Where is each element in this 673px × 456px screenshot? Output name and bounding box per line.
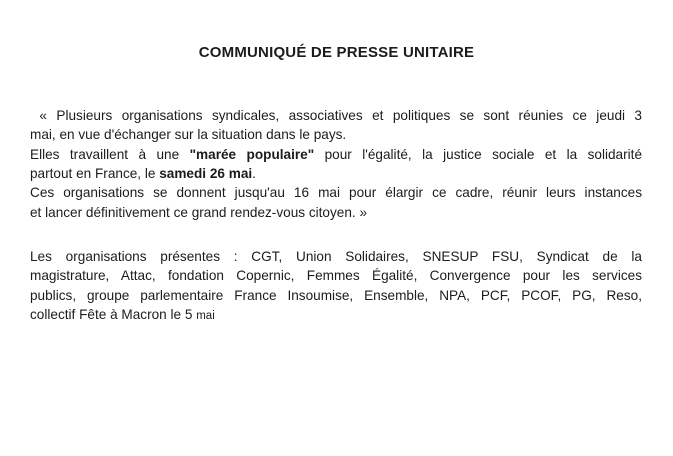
text-line [30, 125, 642, 144]
text-segment: Ces organisations se donnent jusqu'au 16 mai pour élargir ce cadre, réunir leurs instances [30, 185, 642, 201]
bold-text-segment: "marée populaire" [189, 146, 315, 162]
text-segment: collectif Fête à Macron le 5 [30, 306, 197, 322]
text-line [30, 183, 642, 202]
text-segment: partout en France, le [30, 165, 160, 181]
text-segment: pour l'égalité, la justice sociale et la solidarité [314, 146, 642, 162]
text-line [30, 266, 642, 285]
text-line [30, 247, 642, 266]
text-line [30, 286, 642, 305]
small-text-segment: mai [196, 309, 215, 322]
press-release-body [30, 106, 642, 222]
organizations-paragraph [30, 247, 642, 326]
text-segment: magistrature, Attac, fondation Copernic, Femmes Égalité, Convergence pour les services [30, 268, 642, 284]
text-segment: Elles travaillent à une [30, 146, 190, 162]
text-line [30, 145, 642, 164]
text-segment: « Plusieurs organisations syndicales, associatives et politiques se sont réunies ce jeudi 3 [30, 108, 642, 123]
text-line [30, 203, 642, 222]
text-segment: Les organisations présentes : CGT, Union Solidaires, SNESUP FSU, Syndicat de la [30, 249, 642, 264]
text-segment: mai, en vue d'échanger sur la situation dans le pays. [30, 127, 347, 143]
page-title: COMMUNIQUÉ DE PRESSE UNITAIRE [198, 44, 475, 61]
bold-text-segment: samedi 26 mai [159, 165, 253, 181]
text-line [30, 106, 642, 125]
text-line [30, 305, 642, 326]
text-segment: et lancer définitivement ce grand rendez-vous citoyen. » [30, 204, 368, 220]
text-segment: . [252, 165, 256, 181]
text-segment: publics, groupe parlementaire France Insoumise, Ensemble, NPA, PCF, PCOF, PG, Reso, [30, 287, 642, 303]
text-line [30, 164, 642, 183]
